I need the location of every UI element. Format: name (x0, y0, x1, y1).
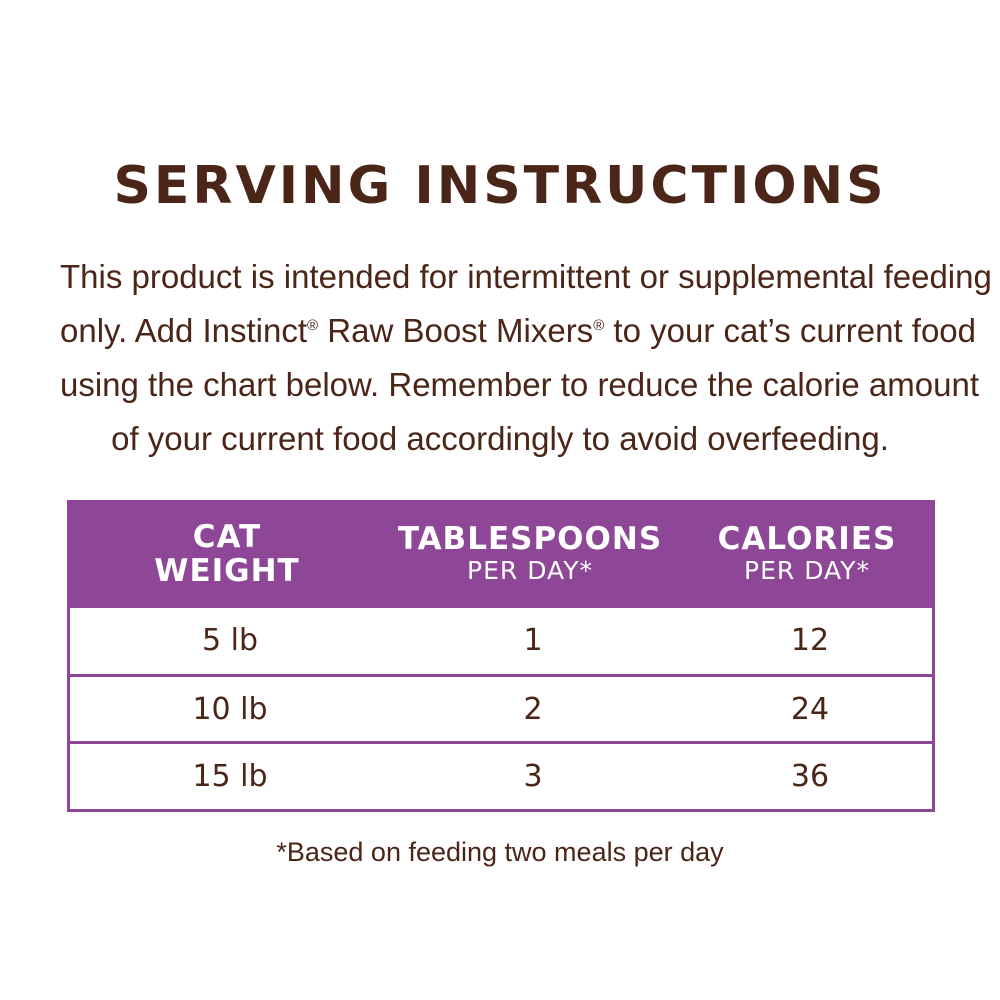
registered-mark: ® (593, 317, 605, 334)
table-row (70, 608, 932, 676)
registered-mark: ® (307, 317, 319, 334)
cell-weight: 10 lb (192, 692, 268, 727)
header-tablespoons-main: TABLESPOONS (397, 521, 663, 557)
table-row (70, 674, 932, 742)
cell-tablespoons: 2 (523, 692, 543, 727)
table-row (70, 741, 932, 809)
intro-paragraph (60, 250, 992, 466)
cell-calories: 36 (790, 759, 830, 794)
table-header (67, 500, 935, 608)
header-cat-weight (127, 500, 327, 608)
intro-line-3: using the chart below. Remember to reduce the calorie amount (60, 366, 980, 403)
cell-weight: 15 lb (192, 759, 268, 794)
intro-line-2-part-c: to your cat’s current food (604, 312, 976, 349)
feeding-chart-table (67, 500, 935, 812)
intro-line-4: of your current food accordingly to avoid overfeeding. (111, 420, 889, 457)
header-cat-weight-line-1: CAT (192, 519, 262, 555)
header-cat-weight-line-2: WEIGHT (154, 553, 300, 589)
page-title: SERVING INSTRUCTIONS (113, 156, 887, 216)
intro-line-1: This product is intended for intermittent or supplemental feeding (60, 258, 992, 295)
header-calories-sub: PER DAY* (744, 556, 870, 585)
cell-calories: 12 (790, 623, 830, 658)
intro-line-2-part-b: Raw Boost Mixers (318, 312, 594, 349)
cell-tablespoons: 1 (523, 623, 543, 658)
cell-weight: 5 lb (201, 623, 258, 658)
intro-line-2 (60, 304, 976, 358)
cell-tablespoons: 3 (523, 759, 543, 794)
header-calories (697, 500, 917, 608)
header-tablespoons (385, 500, 675, 608)
header-tablespoons-sub: PER DAY* (467, 556, 593, 585)
footnote: *Based on feeding two meals per day (276, 837, 724, 867)
cell-calories: 24 (790, 692, 830, 727)
header-calories-main: CALORIES (717, 521, 897, 557)
intro-line-2-part-a: only. Add Instinct (60, 312, 308, 349)
